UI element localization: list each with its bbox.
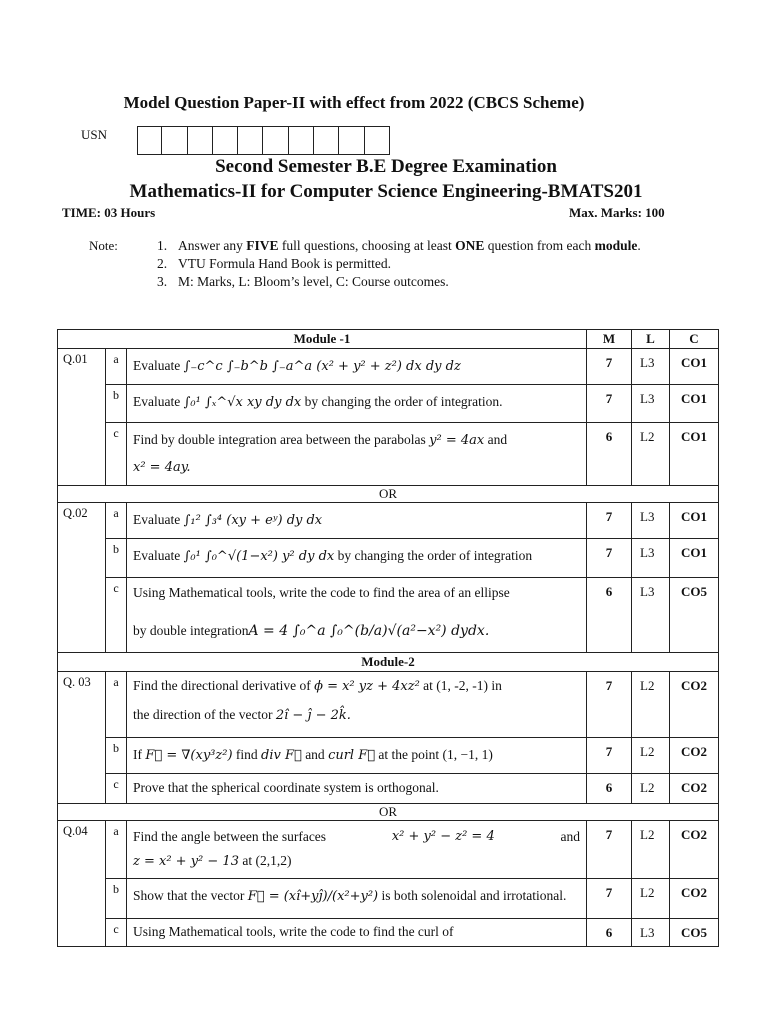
usn-box[interactable] — [238, 126, 263, 155]
marks-value: 7 — [587, 672, 632, 738]
part-label: c — [106, 774, 127, 804]
table-row — [58, 423, 719, 486]
usn-box[interactable] — [314, 126, 339, 155]
part-label: c — [106, 578, 127, 653]
question-text: Using Mathematical tools, write the code to find the area of an ellipse by double integrationA = 4 ∫₀^a ∫₀^(b/a)√(a²−x²) dydx. — [127, 578, 587, 653]
co-value: CO2 — [670, 774, 719, 804]
marks-value: 7 — [587, 879, 632, 919]
usn-label: USN — [81, 127, 108, 142]
table-row — [58, 879, 719, 919]
question-text: Evaluate ∫₀¹ ∫ₓ^√x xy dy dx by changing the order of integration. — [127, 385, 587, 423]
usn-box[interactable] — [365, 126, 390, 155]
table-row — [58, 578, 719, 653]
module-2-row — [58, 653, 719, 672]
co-value: CO2 — [670, 879, 719, 919]
usn-box[interactable] — [188, 126, 213, 155]
marks-value: 6 — [587, 423, 632, 486]
level-value: L2 — [632, 879, 670, 919]
note-number: 2. — [157, 256, 168, 271]
co-header: C — [670, 330, 719, 349]
part-label: b — [106, 385, 127, 423]
co-value: CO1 — [670, 385, 719, 423]
level-value: L2 — [632, 672, 670, 738]
co-value: CO1 — [670, 503, 719, 539]
question-text: Find the angle between the surfaces x² + y² − z² = 4 and z = x² + y² − 13 at (2,1,2) — [127, 821, 587, 879]
question-text: Show that the vector F⃗ = (xî+yĵ)/(x²+y²) is both solenoidal and irrotational. — [127, 879, 587, 919]
question-text: Evaluate ∫₋c^c ∫₋b^b ∫₋a^a (x² + y² + z²) dx dy dz — [127, 349, 587, 385]
marks-value: 6 — [587, 919, 632, 947]
note-number: 1. — [157, 238, 168, 253]
table-row — [58, 821, 719, 879]
max-marks: Max. Marks: 100 — [569, 205, 665, 220]
part-label: c — [106, 919, 127, 947]
question-text: Using Mathematical tools, write the code to find the curl of — [127, 919, 587, 947]
module-2-heading: Module-2 — [58, 653, 719, 672]
note-item — [157, 255, 677, 273]
table-row — [58, 385, 719, 423]
question-text: Find the directional derivative of ϕ = x² yz + 4xz² at (1, -2, -1) in the direction of the vector 2î − ĵ − 2k̂. — [127, 672, 587, 738]
part-label: a — [106, 503, 127, 539]
level-value: L2 — [632, 774, 670, 804]
part-label: b — [106, 738, 127, 774]
question-text: Evaluate ∫₀¹ ∫₀^√(1−x²) y² dy dx by changing the order of integration — [127, 539, 587, 578]
part-label: b — [106, 539, 127, 578]
level-value: L3 — [632, 539, 670, 578]
table-row — [58, 503, 719, 539]
co-value: CO5 — [670, 578, 719, 653]
question-number: Q. 03 — [58, 672, 106, 804]
marks-value: 7 — [587, 738, 632, 774]
marks-value: 7 — [587, 503, 632, 539]
module-header-row — [58, 330, 719, 349]
question-text: Evaluate ∫₁² ∫₃⁴ (xy + eʸ) dy dx — [127, 503, 587, 539]
subject-name: Mathematics-II for Computer Science Engineering-BMATS201 — [129, 181, 643, 202]
part-label: a — [106, 821, 127, 879]
exam-time: TIME: 03 Hours — [62, 205, 156, 220]
marks-value: 7 — [587, 349, 632, 385]
marks-value: 6 — [587, 578, 632, 653]
table-row — [58, 919, 719, 947]
level-value: L2 — [632, 821, 670, 879]
usn-box[interactable] — [213, 126, 238, 155]
marks-value: 6 — [587, 774, 632, 804]
or-separator: OR — [58, 486, 719, 503]
question-number: Q.04 — [58, 821, 106, 947]
note-number: 3. — [157, 274, 168, 289]
part-label: c — [106, 423, 127, 486]
note-item — [157, 237, 677, 255]
or-separator: OR — [58, 804, 719, 821]
marks-value: 7 — [587, 385, 632, 423]
part-label: a — [106, 349, 127, 385]
note-item — [157, 273, 677, 291]
co-value: CO2 — [670, 738, 719, 774]
question-number: Q.02 — [58, 503, 106, 653]
co-value: CO1 — [670, 423, 719, 486]
usn-box[interactable] — [137, 126, 162, 155]
usn-box[interactable] — [289, 126, 314, 155]
question-number: Q.01 — [58, 349, 106, 486]
part-label: a — [106, 672, 127, 738]
usn-box[interactable] — [263, 126, 288, 155]
question-text: Prove that the spherical coordinate system is orthogonal. — [127, 774, 587, 804]
table-row — [58, 349, 719, 385]
table-row — [58, 539, 719, 578]
exam-name: Second Semester B.E Degree Examination — [215, 156, 557, 177]
question-table — [57, 329, 719, 947]
paper-title: Model Question Paper-II with effect from 2022 (CBCS Scheme) — [123, 93, 585, 112]
marks-value: 7 — [587, 539, 632, 578]
marks-header: M — [587, 330, 632, 349]
level-value: L2 — [632, 738, 670, 774]
usn-input-boxes[interactable] — [137, 126, 390, 155]
co-value: CO2 — [670, 821, 719, 879]
note-text: M: Marks, L: Bloom’s level, C: Course outcomes. — [178, 274, 449, 289]
note-label: Note: — [89, 238, 118, 253]
question-text: If F⃗ = ∇(xy³z²) find div F⃗ and curl F⃗ at the point (1, −1, 1) — [127, 738, 587, 774]
co-value: CO1 — [670, 349, 719, 385]
or-row — [58, 486, 719, 503]
table-row — [58, 738, 719, 774]
level-value: L3 — [632, 385, 670, 423]
usn-box[interactable] — [339, 126, 364, 155]
marks-value: 7 — [587, 821, 632, 879]
level-header: L — [632, 330, 670, 349]
part-label: b — [106, 879, 127, 919]
co-value: CO2 — [670, 672, 719, 738]
note-text: Answer any FIVE full questions, choosing at least ONE question from each module. — [178, 238, 641, 253]
or-row — [58, 804, 719, 821]
level-value: L3 — [632, 919, 670, 947]
co-value: CO5 — [670, 919, 719, 947]
usn-box[interactable] — [162, 126, 187, 155]
module-1-heading: Module -1 — [58, 330, 587, 349]
level-value: L3 — [632, 578, 670, 653]
note-list — [157, 237, 677, 291]
question-text: Find by double integration area between the parabolas y² = 4ax and x² = 4ay. — [127, 423, 587, 486]
co-value: CO1 — [670, 539, 719, 578]
level-value: L2 — [632, 423, 670, 486]
level-value: L3 — [632, 349, 670, 385]
table-row — [58, 774, 719, 804]
note-text: VTU Formula Hand Book is permitted. — [178, 256, 391, 271]
table-row — [58, 672, 719, 738]
level-value: L3 — [632, 503, 670, 539]
